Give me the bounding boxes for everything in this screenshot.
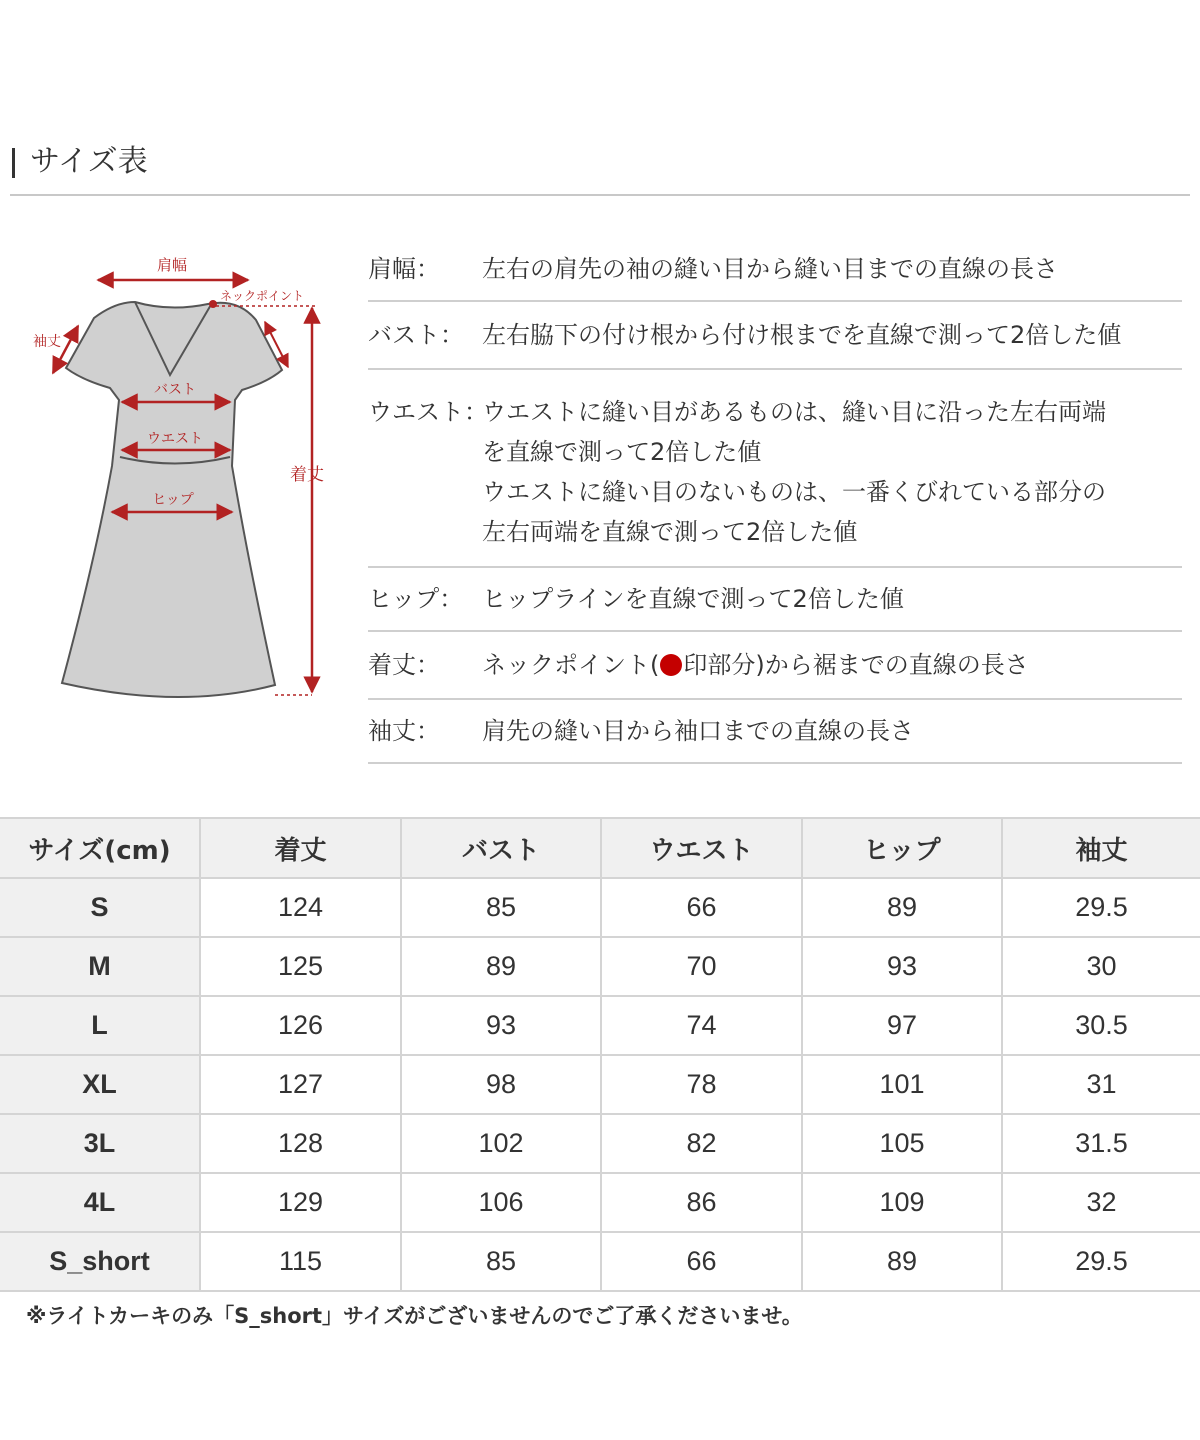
size-cell: L	[0, 996, 200, 1055]
definition-desc	[482, 249, 1182, 289]
table-cell: 124	[200, 878, 401, 937]
definition-term: バスト：	[368, 321, 464, 349]
definition-desc	[482, 315, 1182, 355]
definition-row	[368, 632, 1182, 700]
table-cell: 98	[401, 1055, 601, 1114]
definition-desc	[482, 579, 1182, 619]
table-cell: 86	[601, 1173, 802, 1232]
definition-prefix: ネックポイント(	[482, 651, 660, 679]
footnote: ※ライトカーキのみ「S_short」サイズがございませんのでご了承くださいませ。	[26, 1304, 803, 1328]
table-row	[0, 878, 1200, 937]
table-cell: 93	[802, 937, 1002, 996]
shoulder-label: 肩幅	[156, 256, 188, 274]
definition-term: ヒップ：	[368, 585, 464, 613]
header-accent-bar	[12, 148, 15, 178]
table-cell: 66	[601, 1232, 802, 1291]
definition-line	[482, 645, 1182, 685]
table-cell: 89	[802, 1232, 1002, 1291]
definition-term: 袖丈：	[368, 717, 440, 745]
sleeve-label: 袖丈	[33, 334, 61, 350]
table-cell: 106	[401, 1173, 601, 1232]
table-cell: 30	[1002, 937, 1200, 996]
table-row	[0, 1114, 1200, 1173]
section-header	[10, 140, 1190, 196]
table-cell: 115	[200, 1232, 401, 1291]
size-cell: S	[0, 878, 200, 937]
size-table	[0, 817, 1200, 1292]
column-header: ヒップ	[802, 818, 1002, 878]
table-cell: 30.5	[1002, 996, 1200, 1055]
table-cell: 29.5	[1002, 878, 1200, 937]
column-header: 袖丈	[1002, 818, 1200, 878]
size-cell: XL	[0, 1055, 200, 1114]
definition-line: ウエストに縫い目のないものは、一番くびれている部分の	[482, 478, 1106, 506]
table-cell: 32	[1002, 1173, 1200, 1232]
definition-desc	[482, 711, 1182, 751]
definition-line: 肩先の縫い目から袖口までの直線の長さ	[482, 717, 914, 745]
table-row	[0, 996, 1200, 1055]
measurement-definitions	[368, 238, 1182, 764]
table-cell: 78	[601, 1055, 802, 1114]
table-cell: 29.5	[1002, 1232, 1200, 1291]
table-cell: 85	[401, 1232, 601, 1291]
table-row	[0, 1232, 1200, 1291]
neck-point-dot-icon	[660, 654, 682, 676]
table-cell: 66	[601, 878, 802, 937]
neck-point-label: ネックポイント	[220, 289, 305, 303]
column-header: バスト	[401, 818, 601, 878]
hip-label: ヒップ	[152, 492, 194, 508]
definition-desc	[482, 645, 1182, 685]
table-row	[0, 1055, 1200, 1114]
size-cell: 4L	[0, 1173, 200, 1232]
table-cell: 97	[802, 996, 1002, 1055]
definition-term: ウエスト：	[368, 398, 488, 426]
definition-line: ヒップラインを直線で測って2倍した値	[482, 585, 904, 613]
table-cell: 101	[802, 1055, 1002, 1114]
table-cell: 128	[200, 1114, 401, 1173]
definition-desc	[482, 392, 1182, 552]
table-cell: 129	[200, 1173, 401, 1232]
definition-term: 肩幅：	[368, 255, 440, 283]
size-cell: M	[0, 937, 200, 996]
table-cell: 93	[401, 996, 601, 1055]
definition-row	[368, 238, 1182, 302]
table-cell: 82	[601, 1114, 802, 1173]
size-cell: S_short	[0, 1232, 200, 1291]
neck-point-dot	[209, 300, 217, 308]
table-row	[0, 937, 1200, 996]
waist-label: ウエスト	[147, 431, 203, 447]
table-cell: 127	[200, 1055, 401, 1114]
table-cell: 89	[802, 878, 1002, 937]
column-header: 着丈	[200, 818, 401, 878]
bust-label: バスト	[154, 382, 196, 398]
table-cell: 125	[200, 937, 401, 996]
table-header-row	[0, 818, 1200, 878]
definition-line: 左右の肩先の袖の縫い目から縫い目までの直線の長さ	[482, 255, 1058, 283]
column-header: サイズ(cm)	[0, 818, 200, 878]
definition-row	[368, 568, 1182, 632]
table-cell: 89	[401, 937, 601, 996]
table-cell: 105	[802, 1114, 1002, 1173]
definition-line: を直線で測って2倍した値	[482, 438, 762, 466]
table-cell: 70	[601, 937, 802, 996]
definition-line: ウエストに縫い目があるものは、縫い目に沿った左右両端	[482, 398, 1106, 426]
definition-row	[368, 700, 1182, 764]
table-cell: 74	[601, 996, 802, 1055]
size-cell: 3L	[0, 1114, 200, 1173]
page-title: サイズ表	[30, 144, 148, 179]
table-row	[0, 1173, 1200, 1232]
table-cell: 85	[401, 878, 601, 937]
definition-line: 左右両端を直線で測って2倍した値	[482, 518, 858, 546]
definition-row	[368, 302, 1182, 370]
table-cell: 109	[802, 1173, 1002, 1232]
table-cell: 31	[1002, 1055, 1200, 1114]
table-cell: 31.5	[1002, 1114, 1200, 1173]
table-cell: 126	[200, 996, 401, 1055]
definition-suffix: 印部分)から裾までの直線の長さ	[683, 651, 1029, 679]
definition-term: 着丈：	[368, 651, 440, 679]
dress-diagram	[20, 240, 350, 710]
column-header: ウエスト	[601, 818, 802, 878]
definition-line: 左右脇下の付け根から付け根までを直線で測って2倍した値	[482, 321, 1122, 349]
table-cell: 102	[401, 1114, 601, 1173]
length-label: 着丈	[290, 465, 324, 485]
definition-row	[368, 370, 1182, 568]
